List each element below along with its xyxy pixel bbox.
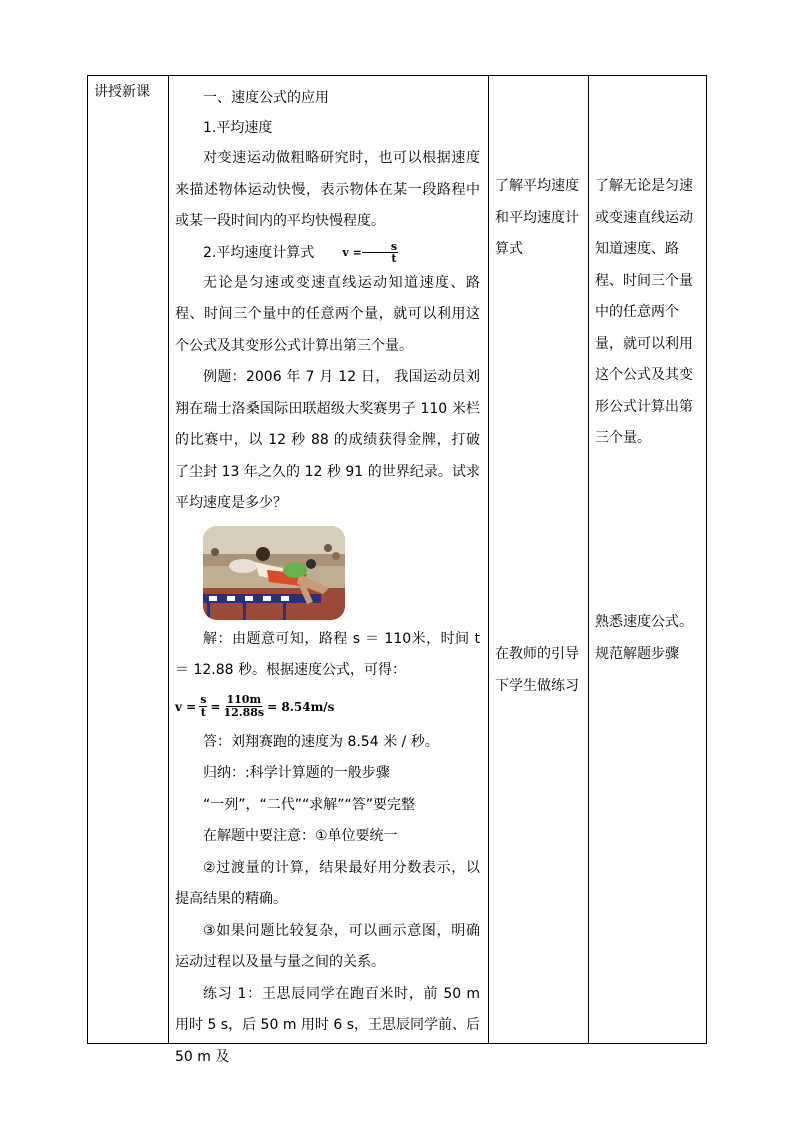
hurdle-race-illustration — [203, 526, 345, 620]
summary-text: 归纳：:科学计算题的一般步骤 — [203, 765, 390, 781]
solution-formula-equals: = — [210, 699, 221, 714]
formula-numerator: s — [362, 241, 398, 253]
content-cell — [168, 76, 488, 1073]
formula-fraction — [362, 241, 398, 264]
note-3: ③如果问题比较复杂，可以画示意图，明确运动过程以及量与量之间的关系。 — [175, 922, 480, 970]
answer-text: 答：刘翔赛跑的速度为 8.54 米 / 秒。 — [203, 733, 439, 750]
fraction-2-numerator: 110m — [226, 693, 262, 706]
solution-formula-result: = 8.54m/s — [267, 699, 335, 714]
design-intent-1: 了解无论是匀速或变速直线运动知道速度、路程、时间三个量中的任意两个量，就可以利用这个公式及其变形公式计算出第三个量。 — [595, 178, 693, 446]
note-1: 在解题中要注意：①单位要统一 — [203, 828, 398, 844]
solution-formula-lhs: v = — [175, 699, 197, 714]
fraction-2-denominator: 12.88s — [223, 706, 265, 719]
hurdle-race-photo — [203, 526, 345, 620]
steps-text: “一列”，“二代”“求解”“答”要完整 — [203, 796, 416, 813]
student-activity-1: 了解平均速度和平均速度计算式 — [495, 178, 579, 257]
column-divider — [588, 76, 589, 1043]
sub2-title-line — [175, 238, 480, 268]
solution-text: 解：由题意可知，路程 s ＝ 110米，时间 t ＝ 12.88 秒。根据速度公式，可得： — [175, 630, 480, 678]
formula-denominator: t — [391, 252, 397, 265]
design-intent-2: 熟悉速度公式。规范解题步骤 — [595, 614, 693, 662]
average-speed-formula — [314, 238, 398, 268]
fraction-1-numerator: s — [200, 693, 207, 706]
solution-fraction-1 — [199, 694, 207, 719]
lesson-table — [87, 75, 707, 1065]
student-activity-2: 在教师的引导下学生做练习 — [495, 646, 579, 694]
sub1-title: 1.平均速度 — [203, 120, 273, 136]
row-label: 讲授新课 — [94, 84, 150, 100]
row-label-cell — [88, 76, 168, 102]
formula-lhs: v = — [342, 245, 362, 259]
example-text: 例题：2006 年 7 月 12 日， 我国运动员刘翔在瑞士洛桑国际田联超级大奖赛男子 110 米栏的比赛中，以 12 秒 88 的成绩获得金牌，打破了尘封 13 年之久的 12 秒 91 的世界纪录。试求平均速度是多少？ — [175, 369, 480, 511]
note-2: ②过渡量的计算，结果最好用分数表示，以提高结果的精确。 — [175, 859, 480, 907]
sub2-text: 无论是匀速或变速直线运动知道速度、路程、时间三个量中的任意两个量，就可以利用这个公式及其变形公式计算出第三个量。 — [175, 274, 480, 354]
sub2-title: 2.平均速度计算式 — [203, 244, 315, 261]
sub1-text: 对变速运动做粗略研究时，也可以根据速度来描述物体运动快慢，表示物体在某一段路程中或某一段时间内的平均快慢程度。 — [175, 150, 480, 229]
solution-fraction-2 — [223, 694, 264, 719]
section-title: 一、速度公式的应用 — [203, 90, 329, 106]
fraction-1-denominator: t — [200, 706, 206, 719]
solution-formula — [175, 687, 480, 727]
column-divider — [488, 76, 489, 1043]
exercise-text: 练习 1：王思辰同学在跑百米时，前 50 m 用时 5 s，后 50 m 用时 6 s，王思辰同学前、后 50 m 及 — [175, 985, 481, 1065]
